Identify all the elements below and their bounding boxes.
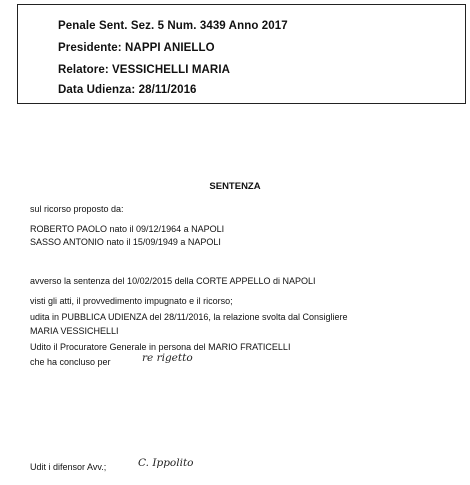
paragraph-hearing: udita in PUBBLICA UDIENZA del 28/11/2016, la relazione svolta dal Consigliere bbox=[30, 312, 348, 322]
paragraph-conclusion: che ha concluso per bbox=[30, 357, 111, 367]
rapporteur: Relatore: VESSICHELLI MARIA bbox=[58, 64, 231, 76]
appealed-judgment: avverso la sentenza del 10/02/2015 della CORTE APPELLO di NAPOLI bbox=[30, 276, 316, 286]
case-reference: Penale Sent. Sez. 5 Num. 3439 Anno 2017 bbox=[58, 20, 288, 32]
handwritten-conclusion: re rigetto bbox=[142, 352, 193, 364]
defense-label: Udit i difensor Avv.; bbox=[30, 462, 107, 472]
president: Presidente: NAPPI ANIELLO bbox=[58, 42, 215, 54]
case-header-box bbox=[17, 4, 466, 104]
appellant-2: SASSO ANTONIO nato il 15/09/1949 a NAPOLI bbox=[30, 237, 221, 247]
hearing-date: Data Udienza: 28/11/2016 bbox=[58, 84, 197, 96]
intro-text: sul ricorso proposto da: bbox=[30, 204, 124, 214]
document-title: SENTENZA bbox=[209, 181, 261, 192]
paragraph-councillor: MARIA VESSICHELLI bbox=[30, 326, 119, 336]
appellant-1: ROBERTO PAOLO nato il 09/12/1964 a NAPOLI bbox=[30, 224, 225, 234]
handwritten-defense-signature: C. Ippolito bbox=[138, 457, 194, 469]
paragraph-prosecutor: Udito il Procuratore Generale in persona del MARIO FRATICELLI bbox=[30, 342, 291, 352]
paragraph-seen-acts: visti gli atti, il provvedimento impugnato e il ricorso; bbox=[30, 296, 233, 306]
